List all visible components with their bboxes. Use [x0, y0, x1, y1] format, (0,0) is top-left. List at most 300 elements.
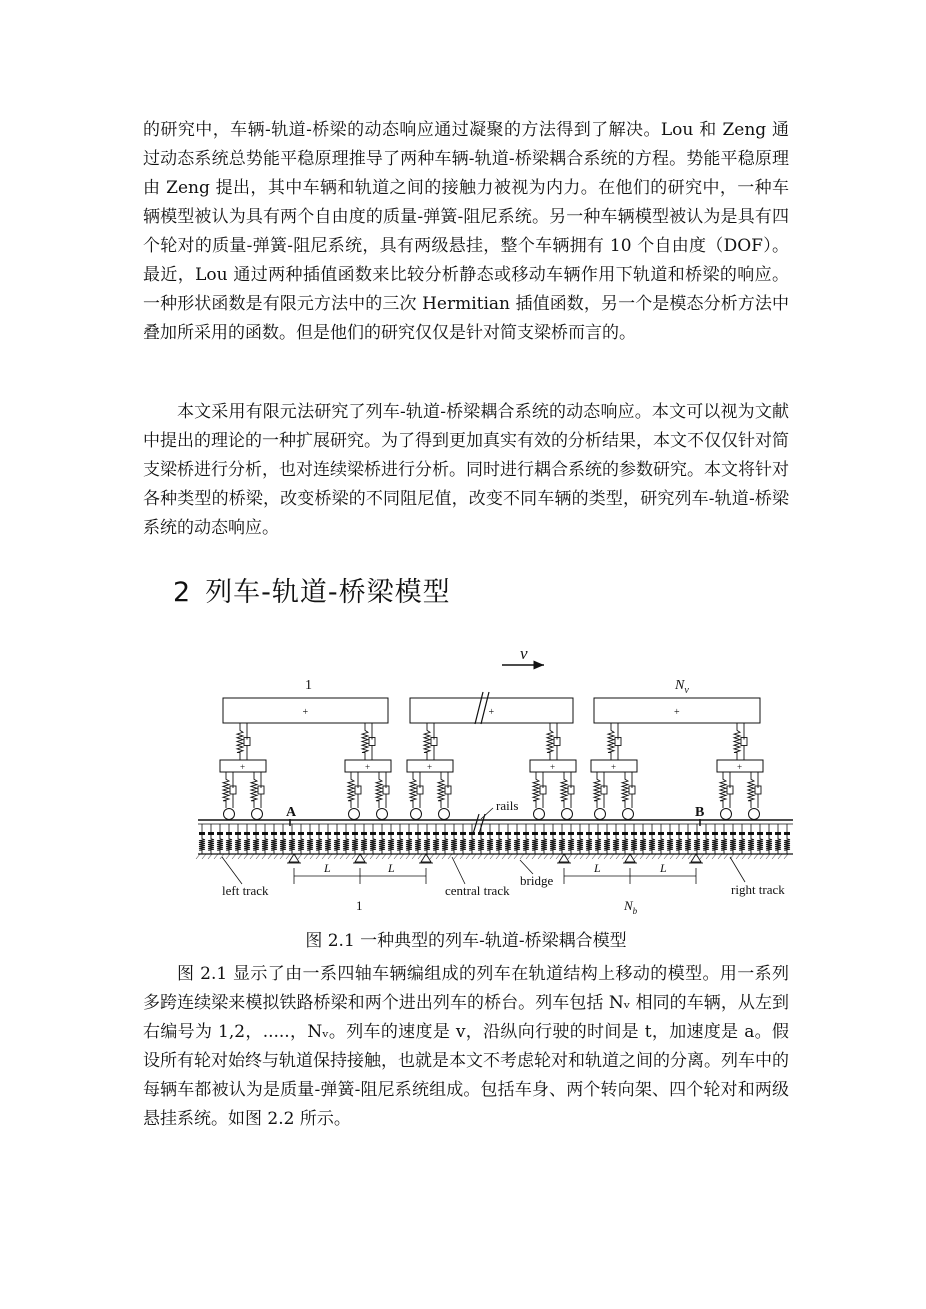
ballast-spring-coil: [487, 835, 493, 854]
figure-caption: 图 2.1 一种典型的列车-轨道-桥梁耦合模型: [305, 931, 627, 951]
ballast-spring-coil: [226, 835, 232, 854]
sleeper: [235, 832, 241, 835]
sleeper: [667, 832, 673, 835]
sleeper: [712, 832, 718, 835]
ballast-spring: [388, 835, 394, 854]
ground-hatch: [346, 854, 350, 859]
ballast-spring-coil: [388, 835, 394, 854]
wheelset: [595, 809, 606, 820]
sleeper: [379, 832, 385, 835]
primary-suspension-spring-coil: [622, 772, 628, 808]
ballast-spring: [622, 835, 628, 854]
secondary-suspension-spring-coil: [547, 723, 553, 760]
primary-suspension-spring-coil: [410, 772, 416, 808]
ground-hatch: [214, 854, 218, 859]
ground-hatch: [712, 854, 716, 859]
bridge-support: [691, 854, 701, 862]
ballast-spring-coil: [649, 835, 655, 854]
sleeper: [244, 832, 250, 835]
ground-hatch: [622, 854, 626, 859]
sleeper: [289, 832, 295, 835]
wheelset: [224, 809, 235, 820]
primary-suspension-spring: [561, 772, 567, 808]
ballast-spring-coil: [775, 835, 781, 854]
ground-hatch: [268, 854, 272, 859]
ballast-spring-coil: [424, 835, 430, 854]
ground-hatch: [688, 854, 692, 859]
sleeper: [442, 832, 448, 835]
ground-hatch: [748, 854, 752, 859]
ground-hatch: [202, 854, 206, 859]
ground-hatch: [226, 854, 230, 859]
ballast-spring-coil: [523, 835, 529, 854]
ballast-spring: [721, 835, 727, 854]
ground-hatch: [604, 854, 608, 859]
ground-hatch: [280, 854, 284, 859]
ballast-spring: [424, 835, 430, 854]
sleeper: [361, 832, 367, 835]
right-track-label: right track: [731, 882, 785, 897]
sleeper: [577, 832, 583, 835]
sleeper: [208, 832, 214, 835]
ground-hatch: [418, 854, 422, 859]
span-first-label: 1: [356, 898, 363, 913]
ballast-spring: [757, 835, 763, 854]
ground-hatch: [244, 854, 248, 859]
ground-hatch: [520, 854, 524, 859]
sleeper: [622, 832, 628, 835]
ground-hatch: [586, 854, 590, 859]
ground-hatch: [310, 854, 314, 859]
bogie-center-mark: +: [550, 762, 556, 772]
ground-hatch: [250, 854, 254, 859]
ground-hatch: [718, 854, 722, 859]
ballast-spring: [433, 835, 439, 854]
ground-hatch: [496, 854, 500, 859]
ground-hatch: [778, 854, 782, 859]
sleeper: [739, 832, 745, 835]
ballast-spring-coil: [505, 835, 511, 854]
ground-hatch: [298, 854, 302, 859]
ballast-spring-coil: [559, 835, 565, 854]
ground-hatch: [376, 854, 380, 859]
ballast-spring-coil: [370, 835, 376, 854]
primary-suspension-damper: [629, 772, 635, 808]
bridge-label: bridge: [520, 873, 554, 888]
sleeper: [676, 832, 682, 835]
wheelset: [721, 809, 732, 820]
ground-hatch: [502, 854, 506, 859]
ground-hatch: [550, 854, 554, 859]
ballast-spring-coil: [550, 835, 556, 854]
secondary-suspension-spring: [547, 723, 553, 760]
ballast-spring-coil: [289, 835, 295, 854]
ballast-spring-coil: [586, 835, 592, 854]
sleeper: [694, 832, 700, 835]
ground-hatch: [466, 854, 470, 859]
ground-hatch: [616, 854, 620, 859]
ballast-spring-coil: [685, 835, 691, 854]
ballast-spring-coil: [613, 835, 619, 854]
sleeper: [784, 832, 790, 835]
wheelset: [623, 809, 634, 820]
ballast-spring: [316, 835, 322, 854]
ballast-spring: [244, 835, 250, 854]
primary-suspension-damper: [445, 772, 451, 808]
ballast-spring-coil: [694, 835, 700, 854]
ballast-spring-coil: [235, 835, 241, 854]
ground-hatch: [766, 854, 770, 859]
span-length-label: L: [660, 861, 667, 875]
ballast-spring: [712, 835, 718, 854]
ballast-spring: [460, 835, 466, 854]
primary-suspension-damper: [355, 772, 361, 808]
ballast-spring-coil: [622, 835, 628, 854]
bogie-center-mark: +: [365, 762, 371, 772]
paragraph-intro: 的研究中，车辆-轨道-桥梁的动态响应通过凝聚的方法得到了解决。Lou 和 Zeng 通过动态系统总势能平稳原理推导了两种车辆-轨道-桥梁耦合系统的方程。势能平稳原理由 Zeng 提出，其中车辆和轨道之间的接触力被视为内力。在他们的研究中，一种车辆模型被认为具有两个自由度的质量-弹簧-阻尼系统。另一种车辆模型被认为是具有四个轮对的质量-弹簧-阻尼系统，具有两级悬挂，整个车辆拥有 10 个自由度（DOF）。最近，Lou 通过两种插值函数来比较分析静态或移动车辆作用下轨道和桥梁的响应。一种形状函数是有限元方法中的三次 Hermitian 插值函数，另一个是模态分析方法中叠加所采用的函数。但是他们的研究仅仅是针对简支梁桥而言的。: [143, 120, 789, 343]
ballast-spring-coil: [325, 835, 331, 854]
primary-suspension-spring-coil: [376, 772, 382, 808]
ballast-spring: [541, 835, 547, 854]
ballast-spring: [658, 835, 664, 854]
bridge-support: [625, 854, 635, 862]
ground-hatch: [634, 854, 638, 859]
ballast-spring: [469, 835, 475, 854]
sleeper: [649, 832, 655, 835]
ballast-spring: [640, 835, 646, 854]
sleeper: [568, 832, 574, 835]
ballast-spring-coil: [640, 835, 646, 854]
ballast-spring-coil: [442, 835, 448, 854]
ballast-spring: [208, 835, 214, 854]
ballast-spring-coil: [352, 835, 358, 854]
ground-hatch: [256, 854, 260, 859]
wheelset: [562, 809, 573, 820]
ballast-spring-coil: [721, 835, 727, 854]
ground-hatch: [538, 854, 542, 859]
ground-hatch: [754, 854, 758, 859]
sleeper: [217, 832, 223, 835]
ground-hatch: [610, 854, 614, 859]
ballast-spring: [514, 835, 520, 854]
secondary-suspension-damper: [741, 723, 747, 760]
vehicle-first-label: 1: [305, 678, 312, 693]
car-body-center-mark: +: [488, 707, 495, 718]
sleeper: [199, 832, 205, 835]
sleeper: [604, 832, 610, 835]
vehicle-last-label: $N_v$: [675, 678, 689, 696]
wheelset: [439, 809, 450, 820]
ballast-spring-coil: [577, 835, 583, 854]
primary-suspension-spring: [348, 772, 354, 808]
sleeper: [262, 832, 268, 835]
sleeper: [541, 832, 547, 835]
ground-hatch: [286, 854, 290, 859]
ground-hatch: [682, 854, 686, 859]
ballast-spring: [406, 835, 412, 854]
ballast-spring: [604, 835, 610, 854]
primary-suspension-damper: [230, 772, 236, 808]
ballast-spring-coil: [253, 835, 259, 854]
ground-hatch: [532, 854, 536, 859]
sleeper: [325, 832, 331, 835]
bridge-support: [559, 854, 569, 862]
primary-suspension-damper: [601, 772, 607, 808]
rails-leader: [481, 808, 493, 819]
bridge-support: [289, 854, 299, 862]
sleeper: [415, 832, 421, 835]
ballast-spring: [523, 835, 529, 854]
left-track-label: left track: [222, 883, 269, 898]
sleeper: [424, 832, 430, 835]
ballast-spring-coil: [757, 835, 763, 854]
span-length-label: L: [324, 861, 331, 875]
ballast-spring: [784, 835, 790, 854]
sleeper: [253, 832, 259, 835]
ballast-spring: [487, 835, 493, 854]
ground-hatch: [784, 854, 788, 859]
sleeper: [721, 832, 727, 835]
ballast-spring: [694, 835, 700, 854]
span-length-label: L: [388, 861, 395, 875]
point-a-label: A: [286, 805, 297, 820]
ballast-spring: [568, 835, 574, 854]
ballast-spring: [739, 835, 745, 854]
ground-hatch: [592, 854, 596, 859]
secondary-suspension-damper: [615, 723, 621, 760]
sleeper: [397, 832, 403, 835]
primary-suspension-spring-coil: [533, 772, 539, 808]
primary-suspension-spring-coil: [223, 772, 229, 808]
ground-hatch: [196, 854, 200, 859]
ballast-spring: [370, 835, 376, 854]
ballast-spring-coil: [307, 835, 313, 854]
ground-hatch: [544, 854, 548, 859]
ballast-spring: [343, 835, 349, 854]
span-last-label: $N_b$: [624, 898, 638, 916]
ballast-spring: [649, 835, 655, 854]
wheelset: [534, 809, 545, 820]
primary-suspension-spring: [622, 772, 628, 808]
ballast-spring: [496, 835, 502, 854]
wheelset: [349, 809, 360, 820]
ground-hatch: [262, 854, 266, 859]
vehicle-group: [220, 698, 763, 820]
ballast-spring-coil: [658, 835, 664, 854]
ballast-spring-coil: [343, 835, 349, 854]
secondary-suspension-spring: [424, 723, 430, 760]
ballast-spring: [325, 835, 331, 854]
sleeper: [388, 832, 394, 835]
ground-hatch: [460, 854, 464, 859]
central-track-label: central track: [445, 883, 510, 898]
sleeper: [748, 832, 754, 835]
secondary-suspension-damper: [244, 723, 250, 760]
ballast-spring: [676, 835, 682, 854]
sleeper: [406, 832, 412, 835]
ballast-spring: [559, 835, 565, 854]
ballast-spring-coil: [703, 835, 709, 854]
bogie-center-mark: +: [737, 762, 743, 772]
ballast-spring-coil: [676, 835, 682, 854]
ballast-spring-coil: [568, 835, 574, 854]
primary-suspension-spring-coil: [348, 772, 354, 808]
bogie-center-mark: +: [611, 762, 617, 772]
ground-hatch: [484, 854, 488, 859]
secondary-suspension-spring: [608, 723, 614, 760]
ballast-spring: [595, 835, 601, 854]
ground-hatch: [238, 854, 242, 859]
section-number: 2: [173, 577, 192, 608]
sleeper: [640, 832, 646, 835]
ground-hatch: [490, 854, 494, 859]
ground-hatch: [556, 854, 560, 859]
wheelset: [252, 809, 263, 820]
sleeper: [658, 832, 664, 835]
ballast-spring-coil: [208, 835, 214, 854]
section-title: 列车-轨道-桥梁模型: [205, 577, 451, 608]
ballast-spring-coil: [541, 835, 547, 854]
ground-hatch: [382, 854, 386, 859]
sleeper: [514, 832, 520, 835]
ballast-spring-coil: [397, 835, 403, 854]
secondary-suspension-spring-coil: [362, 723, 368, 760]
sleeper: [613, 832, 619, 835]
ballast-spring-coil: [667, 835, 673, 854]
ballast-spring-coil: [766, 835, 772, 854]
sleeper: [433, 832, 439, 835]
ballast-spring: [730, 835, 736, 854]
primary-suspension-spring-coil: [720, 772, 726, 808]
secondary-suspension-spring-coil: [734, 723, 740, 760]
sleeper: [730, 832, 736, 835]
span-dimension-left: [294, 868, 426, 884]
ballast-spring-coil: [262, 835, 268, 854]
sleeper: [766, 832, 772, 835]
sleeper: [496, 832, 502, 835]
ballast-spring-coil: [784, 835, 790, 854]
ground-hatch: [400, 854, 404, 859]
secondary-suspension-damper: [369, 723, 375, 760]
ballast-spring-coil: [460, 835, 466, 854]
sleeper: [685, 832, 691, 835]
ballast-spring: [766, 835, 772, 854]
secondary-suspension-spring-coil: [608, 723, 614, 760]
ground-hatch: [574, 854, 578, 859]
ballast-spring: [307, 835, 313, 854]
ballast-spring: [748, 835, 754, 854]
sleeper: [775, 832, 781, 835]
sleeper: [280, 832, 286, 835]
sleeper: [757, 832, 763, 835]
ballast-spring-coil: [496, 835, 502, 854]
ballast-spring-coil: [379, 835, 385, 854]
ground-hatch: [658, 854, 662, 859]
primary-suspension-spring-coil: [748, 772, 754, 808]
primary-suspension-spring: [720, 772, 726, 808]
ballast-spring-coil: [739, 835, 745, 854]
primary-suspension-spring: [251, 772, 257, 808]
ground-hatch: [724, 854, 728, 859]
ballast-spring: [298, 835, 304, 854]
span-dimension-right: [564, 868, 696, 884]
ballast-spring: [703, 835, 709, 854]
ballast-spring: [217, 835, 223, 854]
ground-hatch: [412, 854, 416, 859]
bridge-support: [421, 854, 431, 862]
car-body-center-mark: +: [674, 707, 680, 718]
ballast-spring: [667, 835, 673, 854]
ballast-spring-coil: [604, 835, 610, 854]
secondary-suspension-spring: [362, 723, 368, 760]
sleeper: [505, 832, 511, 835]
sleeper: [559, 832, 565, 835]
ground-hatch: [742, 854, 746, 859]
ballast-spring-coil: [631, 835, 637, 854]
wheelset: [411, 809, 422, 820]
sleeper: [532, 832, 538, 835]
sleeper: [523, 832, 529, 835]
ground-hatch: [442, 854, 446, 859]
ballast-spring-coil: [316, 835, 322, 854]
sleeper: [451, 832, 457, 835]
secondary-suspension-spring: [734, 723, 740, 760]
ground-hatch: [352, 854, 356, 859]
secondary-suspension-spring-coil: [237, 723, 243, 760]
velocity-label: v: [520, 644, 528, 663]
ground-hatch: [454, 854, 458, 859]
ballast-spring: [631, 835, 637, 854]
ballast-spring: [478, 835, 484, 854]
ground-hatch: [514, 854, 518, 859]
train-track-bridge-figure: [190, 636, 796, 918]
ground-hatch: [328, 854, 332, 859]
sleeper: [271, 832, 277, 835]
ground-hatch: [334, 854, 338, 859]
ballast-spring-coil: [748, 835, 754, 854]
ballast-spring-coil: [595, 835, 601, 854]
ground-hatch: [760, 854, 764, 859]
primary-suspension-spring: [594, 772, 600, 808]
primary-suspension-damper: [258, 772, 264, 808]
ground-hatch: [670, 854, 674, 859]
ground-hatch: [706, 854, 710, 859]
ballast-spring: [262, 835, 268, 854]
ground-hatch: [340, 854, 344, 859]
ground-hatch: [664, 854, 668, 859]
rails-label: rails: [496, 798, 519, 813]
ground-hatch: [568, 854, 572, 859]
sleeper: [343, 832, 349, 835]
primary-suspension-spring: [376, 772, 382, 808]
sleeper: [595, 832, 601, 835]
bridge-leader: [520, 860, 533, 874]
ballast-spring-coil: [712, 835, 718, 854]
primary-suspension-spring: [533, 772, 539, 808]
ground-hatch: [436, 854, 440, 859]
primary-suspension-spring: [410, 772, 416, 808]
ballast-spring: [352, 835, 358, 854]
primary-suspension-damper: [383, 772, 389, 808]
ground-hatch: [448, 854, 452, 859]
primary-suspension-spring-coil: [438, 772, 444, 808]
car-body-center-mark: +: [302, 707, 309, 718]
ground-hatch: [430, 854, 434, 859]
ground-hatch: [232, 854, 236, 859]
ballast-spring: [334, 835, 340, 854]
ballast-spring-coil: [217, 835, 223, 854]
ballast-spring: [550, 835, 556, 854]
